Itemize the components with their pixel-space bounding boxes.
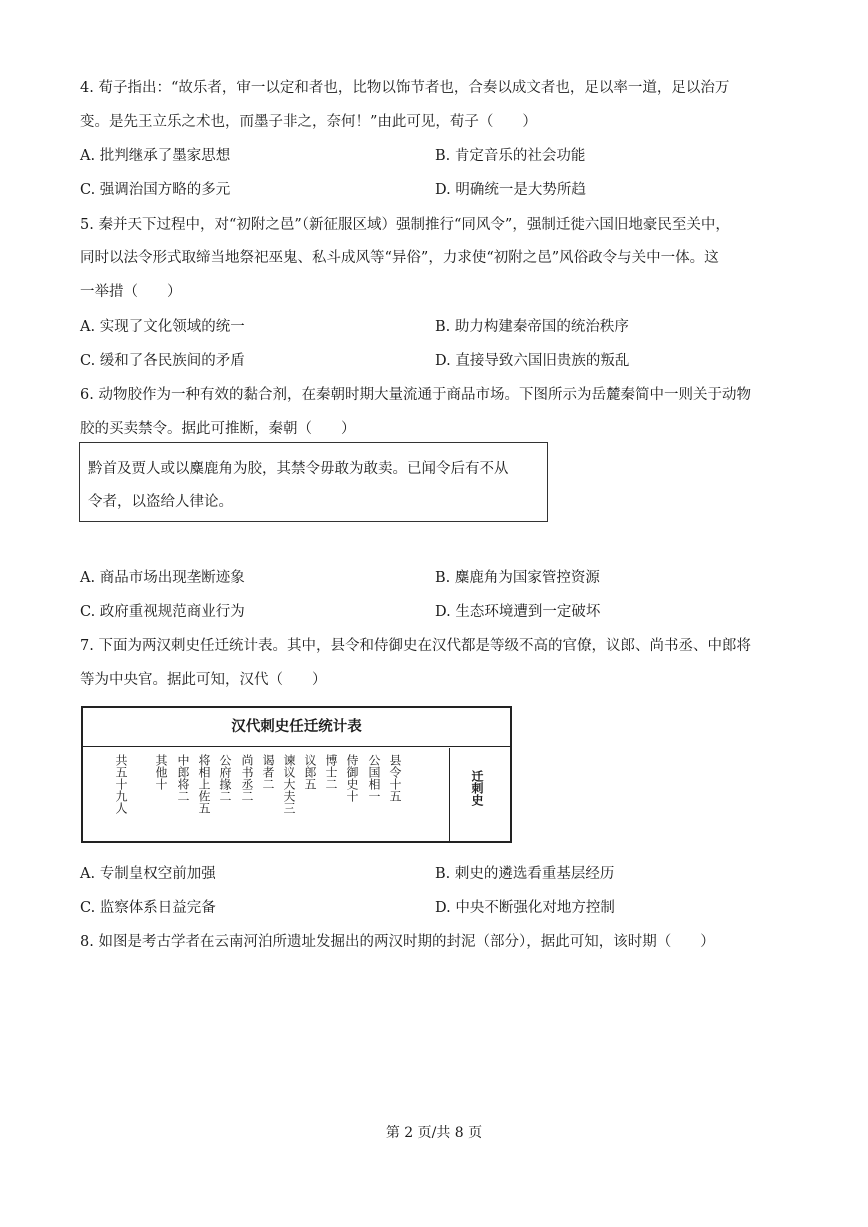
q4-stem-line2: 变。是先王立乐之术也，而墨子非之，奈何！”由此可见，荀子（ ）	[80, 114, 537, 130]
table-column-xianling: 县令十五	[388, 754, 402, 802]
table-columns	[83, 748, 449, 841]
table-column-yilang: 议郎五	[303, 754, 317, 790]
q7-stem-line2: 等为中央官。据此可知，汉代（ ）	[80, 672, 327, 688]
q4-option-a: A. 批判继承了墨家思想	[80, 148, 231, 164]
table-column-other: 其他十	[154, 754, 168, 790]
q4-option-b: B. 肯定音乐的社会功能	[435, 148, 586, 164]
q6-option-d: D. 生态环境遭到一定破坏	[435, 604, 601, 620]
q4-stem-line1: 4. 荀子指出：“故乐者，审一以定和者也，比物以饰节者也，合奏以成文者也，足以率一道，足以治万	[80, 80, 730, 96]
q6-quote-box	[79, 442, 548, 522]
q7-statistics-table	[81, 706, 512, 843]
q6-option-c: C. 政府重视规范商业行为	[80, 604, 245, 620]
table-column-shangshucheng: 尚书丞二	[240, 754, 254, 802]
q6-option-a: A. 商品市场出现垄断迹象	[80, 570, 245, 586]
table-column-jiangxiang: 将相上佐五	[197, 754, 211, 814]
q5-stem-line2: 同时以法令形式取缔当地祭祀巫鬼、私斗成风等“异俗”，力求使“初附之邑”风俗政令与关中一体。这	[80, 250, 719, 266]
q7-option-c: C. 监察体系日益完备	[80, 900, 216, 916]
table-column-gongfuyuan: 公府掾二	[218, 754, 232, 802]
q7-stem-line1: 7. 下面为两汉刺史任迁统计表。其中，县令和侍御史在汉代都是等级不高的官僚，议郎、尚书丞、中郎将	[80, 638, 751, 654]
q6-quote-line2: 令者，以盗给人律论。	[88, 494, 233, 510]
q6-stem-line2: 胶的买卖禁令。据此可推断，秦朝（ ）	[80, 421, 356, 437]
q4-option-d: D. 明确统一是大势所趋	[435, 182, 586, 198]
q4-option-c: C. 强调治国方略的多元	[80, 182, 231, 198]
table-column-zhonglangjiang: 中郎将二	[176, 754, 190, 802]
table-column-gongguoxiang: 公国相一	[367, 754, 381, 802]
q5-option-c: C. 缓和了各民族间的矛盾	[80, 353, 245, 369]
table-column-jianyidafu: 谏议大夫三	[282, 754, 296, 814]
q7-option-b: B. 刺史的遴选看重基层经历	[435, 866, 615, 882]
q5-option-a: A. 实现了文化领域的统一	[80, 319, 245, 335]
table-column-yezhe: 谒者二	[261, 754, 275, 790]
q6-quote-line1: 黔首及贾人或以麋鹿角为胶，其禁令毋敢为敢卖。已闻令后有不从	[88, 461, 509, 477]
q8-stem-line1: 8. 如图是考古学者在云南河泊所遗址发掘出的两汉时期的封泥（部分），据此可知，该时期（ ）	[80, 934, 715, 950]
table-column-boshi: 博士二	[324, 754, 338, 790]
q5-option-b: B. 助力构建秦帝国的统治秩序	[435, 319, 629, 335]
q5-stem-line1: 5. 秦并天下过程中，对“初附之邑”（新征服区域）强制推行“同风令”，强制迁徙六国旧地豪民至关中，	[80, 217, 730, 233]
table-column-total: 共五十九人	[114, 754, 128, 814]
q5-stem-line3: 一举措（ ）	[80, 284, 182, 300]
q7-option-a: A. 专制皇权空前加强	[80, 866, 216, 882]
q7-option-d: D. 中央不断强化对地方控制	[435, 900, 615, 916]
q6-stem-line1: 6. 动物胶作为一种有效的黏合剂，在秦朝时期大量流通于商品市场。下图所示为岳麓秦简中一则关于动物	[80, 387, 751, 403]
table-title: 汉代刺史任迁统计表	[83, 708, 510, 747]
q6-option-b: B. 麋鹿角为国家管控资源	[435, 570, 600, 586]
page-footer: 第 2 页/共 8 页	[385, 1125, 483, 1141]
table-divider	[449, 748, 450, 841]
table-row-header: 迁刺史	[470, 770, 484, 806]
q5-option-d: D. 直接导致六国旧贵族的叛乱	[435, 353, 630, 369]
table-column-shiyushi: 侍御史十	[345, 754, 359, 802]
